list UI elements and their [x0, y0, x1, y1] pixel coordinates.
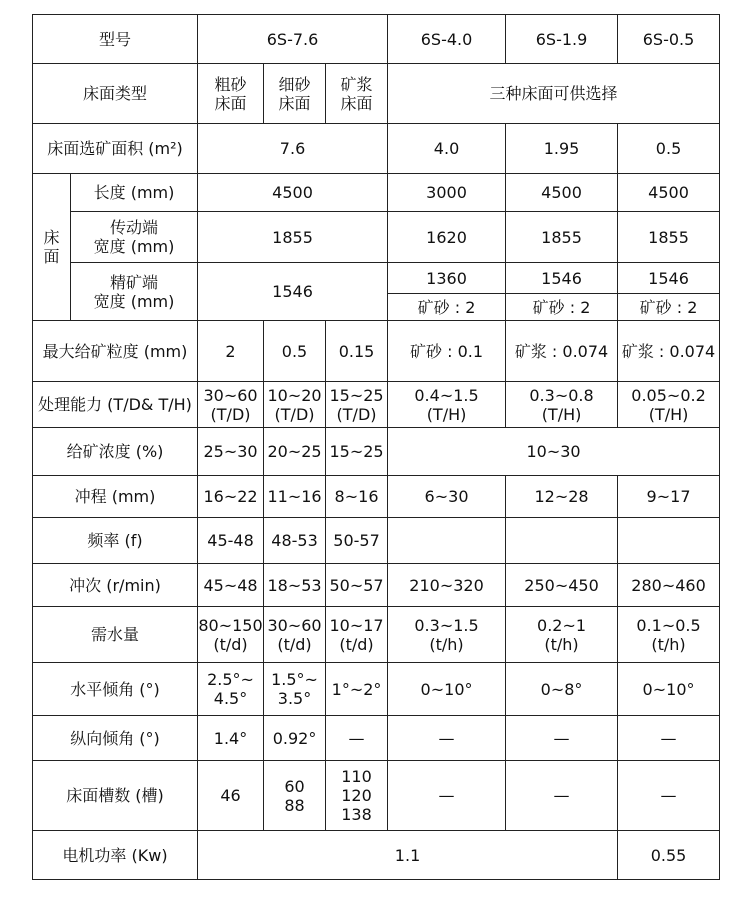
water-d-unit: (t/h) — [651, 634, 686, 654]
water-d-value: 0.1~0.5 — [636, 615, 701, 635]
stroke-a2: 11~16 — [264, 476, 326, 518]
drive-width-a: 1855 — [198, 212, 388, 263]
capacity-d-unit: (T/H) — [648, 404, 689, 424]
conc-width-d: 1546 — [618, 263, 720, 294]
frequency-label: 频率 (f) — [33, 518, 198, 564]
drive-width-c: 1855 — [506, 212, 618, 263]
density-a1: 25~30 — [198, 428, 264, 476]
spec-table — [32, 14, 720, 880]
strokes-per-min-label: 冲次 (r/min) — [33, 564, 198, 607]
strokes-per-min-a1: 45~48 — [198, 564, 264, 607]
long-slope-b: — — [388, 716, 506, 761]
grooves-a3-line1: 110 — [341, 767, 372, 786]
grooves-b: — — [388, 761, 506, 831]
water-a3-unit: (t/d) — [339, 634, 374, 654]
deck-type-slime-line2: 床面 — [340, 93, 373, 113]
row-area — [33, 124, 720, 174]
frequency-d — [618, 518, 720, 564]
grooves-a3 — [326, 761, 388, 831]
cross-slope-d: 0~10° — [618, 663, 720, 716]
capacity-label: 处理能力 (T/D& T/H) — [33, 382, 198, 428]
row-long-slope — [33, 716, 720, 761]
water-b-unit: (t/h) — [429, 634, 464, 654]
length-a: 4500 — [198, 174, 388, 212]
capacity-d-value: 0.05~0.2 — [631, 385, 706, 405]
conc-width-a: 1546 — [198, 263, 388, 321]
row-frequency — [33, 518, 720, 564]
water-a3 — [326, 607, 388, 663]
max-feed-b: 矿砂 : 0.1 — [388, 321, 506, 382]
motor-abc: 1.1 — [198, 831, 618, 880]
deck-type-label: 床面类型 — [33, 64, 198, 124]
strokes-per-min-a3: 50~57 — [326, 564, 388, 607]
deck-side-line1: 床 — [43, 228, 60, 247]
row-motor — [33, 831, 720, 880]
length-label: 长度 (mm) — [71, 174, 198, 212]
frequency-c — [506, 518, 618, 564]
drive-width-label-line2: 宽度 (mm) — [93, 237, 175, 256]
model-6s-7-6: 6S-7.6 — [198, 15, 388, 64]
water-d — [618, 607, 720, 663]
capacity-a2-value: 10~20 — [267, 385, 322, 405]
row-conc-width — [33, 263, 720, 294]
row-cross-slope — [33, 663, 720, 716]
stroke-a1: 16~22 — [198, 476, 264, 518]
water-label: 需水量 — [33, 607, 198, 663]
length-c: 4500 — [506, 174, 618, 212]
capacity-a1-value: 30~60 — [203, 385, 258, 405]
long-slope-d: — — [618, 716, 720, 761]
capacity-a3 — [326, 382, 388, 428]
row-water — [33, 607, 720, 663]
capacity-a3-unit: (T/D) — [336, 404, 377, 424]
strokes-per-min-c: 250~450 — [506, 564, 618, 607]
grooves-a2-line2: 88 — [284, 795, 305, 815]
max-feed-a1: 2 — [198, 321, 264, 382]
grooves-d: — — [618, 761, 720, 831]
row-deck-length — [33, 174, 720, 212]
water-c-value: 0.2~1 — [537, 615, 587, 635]
capacity-a3-value: 15~25 — [329, 385, 384, 405]
max-feed-a2: 0.5 — [264, 321, 326, 382]
capacity-b-unit: (T/H) — [426, 404, 467, 424]
water-a2-value: 30~60 — [267, 615, 322, 635]
cross-slope-a2 — [264, 663, 326, 716]
grooves-a2 — [264, 761, 326, 831]
frequency-a1: 45-48 — [198, 518, 264, 564]
conc-width-c: 1546 — [506, 263, 618, 294]
capacity-b — [388, 382, 506, 428]
max-feed-c: 矿浆 : 0.074 — [506, 321, 618, 382]
conc-width-label — [71, 263, 198, 321]
max-feed-d: 矿浆 : 0.074 — [618, 321, 720, 382]
model-6s-4-0: 6S-4.0 — [388, 15, 506, 64]
conc-width-b2: 矿砂 : 2 — [388, 294, 506, 321]
conc-width-label-line1: 精矿端 — [110, 272, 159, 292]
cross-slope-a1-line1: 2.5°~ — [207, 670, 254, 689]
deck-side-line2: 面 — [43, 247, 60, 266]
stroke-b: 6~30 — [388, 476, 506, 518]
row-max-feed — [33, 321, 720, 382]
water-c — [506, 607, 618, 663]
cross-slope-a2-line1: 1.5°~ — [271, 670, 318, 689]
frequency-a3: 50-57 — [326, 518, 388, 564]
water-a3-value: 10~17 — [329, 615, 384, 635]
stroke-c: 12~28 — [506, 476, 618, 518]
max-feed-label: 最大给矿粒度 (mm) — [33, 321, 198, 382]
row-deck-type — [33, 64, 720, 124]
drive-width-label — [71, 212, 198, 263]
strokes-per-min-d: 280~460 — [618, 564, 720, 607]
model-label: 型号 — [33, 15, 198, 64]
deck-type-fine-line1: 细砂 — [278, 74, 311, 94]
row-model — [33, 15, 720, 64]
stroke-a3: 8~16 — [326, 476, 388, 518]
grooves-a1: 46 — [198, 761, 264, 831]
capacity-a1-unit: (T/D) — [210, 404, 251, 424]
water-c-unit: (t/h) — [544, 634, 579, 654]
capacity-c-value: 0.3~0.8 — [529, 385, 594, 405]
density-others: 10~30 — [388, 428, 720, 476]
capacity-b-value: 0.4~1.5 — [414, 385, 479, 405]
cross-slope-label: 水平倾角 (°) — [33, 663, 198, 716]
deck-side-label — [33, 174, 71, 321]
strokes-per-min-b: 210~320 — [388, 564, 506, 607]
water-a1-unit: (t/d) — [213, 634, 248, 654]
strokes-per-min-a2: 18~53 — [264, 564, 326, 607]
long-slope-c: — — [506, 716, 618, 761]
length-b: 3000 — [388, 174, 506, 212]
grooves-a3-line2: 120 — [341, 786, 372, 805]
cross-slope-a1-line2: 4.5° — [213, 689, 248, 708]
row-strokes-per-min — [33, 564, 720, 607]
capacity-a1 — [198, 382, 264, 428]
deck-type-slime — [326, 64, 388, 124]
grooves-c: — — [506, 761, 618, 831]
length-d: 4500 — [618, 174, 720, 212]
water-a1 — [198, 607, 264, 663]
cross-slope-a3: 1°~2° — [326, 663, 388, 716]
water-a2 — [264, 607, 326, 663]
frequency-b — [388, 518, 506, 564]
cross-slope-c: 0~8° — [506, 663, 618, 716]
area-d: 0.5 — [618, 124, 720, 174]
deck-type-fine — [264, 64, 326, 124]
area-label: 床面选矿面积 (m²) — [33, 124, 198, 174]
long-slope-a3: — — [326, 716, 388, 761]
frequency-a2: 48-53 — [264, 518, 326, 564]
deck-type-coarse-line2: 床面 — [214, 93, 247, 113]
drive-width-d: 1855 — [618, 212, 720, 263]
motor-label: 电机功率 (Kw) — [33, 831, 198, 880]
cross-slope-b: 0~10° — [388, 663, 506, 716]
row-stroke — [33, 476, 720, 518]
deck-type-coarse-line1: 粗砂 — [214, 74, 247, 94]
drive-width-b: 1620 — [388, 212, 506, 263]
capacity-a2 — [264, 382, 326, 428]
cross-slope-a1 — [198, 663, 264, 716]
capacity-a2-unit: (T/D) — [274, 404, 315, 424]
area-a: 7.6 — [198, 124, 388, 174]
conc-width-d2: 矿砂 : 2 — [618, 294, 720, 321]
capacity-d — [618, 382, 720, 428]
water-a2-unit: (t/d) — [277, 634, 312, 654]
deck-type-coarse — [198, 64, 264, 124]
long-slope-a1: 1.4° — [198, 716, 264, 761]
stroke-label: 冲程 (mm) — [33, 476, 198, 518]
water-b-value: 0.3~1.5 — [414, 615, 479, 635]
capacity-c-unit: (T/H) — [541, 404, 582, 424]
conc-width-b: 1360 — [388, 263, 506, 294]
deck-type-fine-line2: 床面 — [278, 93, 311, 113]
water-a1-value: 80~150 — [198, 615, 263, 635]
long-slope-a2: 0.92° — [264, 716, 326, 761]
row-drive-width — [33, 212, 720, 263]
cross-slope-a2-line2: 3.5° — [277, 689, 312, 708]
density-label: 给矿浓度 (%) — [33, 428, 198, 476]
deck-type-others: 三种床面可供选择 — [388, 64, 720, 124]
area-c: 1.95 — [506, 124, 618, 174]
density-a3: 15~25 — [326, 428, 388, 476]
row-grooves — [33, 761, 720, 831]
stroke-d: 9~17 — [618, 476, 720, 518]
water-b — [388, 607, 506, 663]
drive-width-label-line1: 传动端 — [110, 218, 159, 237]
grooves-label: 床面槽数 (槽) — [33, 761, 198, 831]
model-6s-0-5: 6S-0.5 — [618, 15, 720, 64]
conc-width-c2: 矿砂 : 2 — [506, 294, 618, 321]
max-feed-a3: 0.15 — [326, 321, 388, 382]
motor-d: 0.55 — [618, 831, 720, 880]
density-a2: 20~25 — [264, 428, 326, 476]
capacity-c — [506, 382, 618, 428]
grooves-a3-line3: 138 — [341, 805, 372, 824]
row-density — [33, 428, 720, 476]
row-capacity — [33, 382, 720, 428]
deck-type-slime-line1: 矿浆 — [340, 74, 373, 94]
area-b: 4.0 — [388, 124, 506, 174]
model-6s-1-9: 6S-1.9 — [506, 15, 618, 64]
long-slope-label: 纵向倾角 (°) — [33, 716, 198, 761]
grooves-a2-line1: 60 — [284, 776, 305, 796]
conc-width-label-line2: 宽度 (mm) — [93, 291, 175, 311]
